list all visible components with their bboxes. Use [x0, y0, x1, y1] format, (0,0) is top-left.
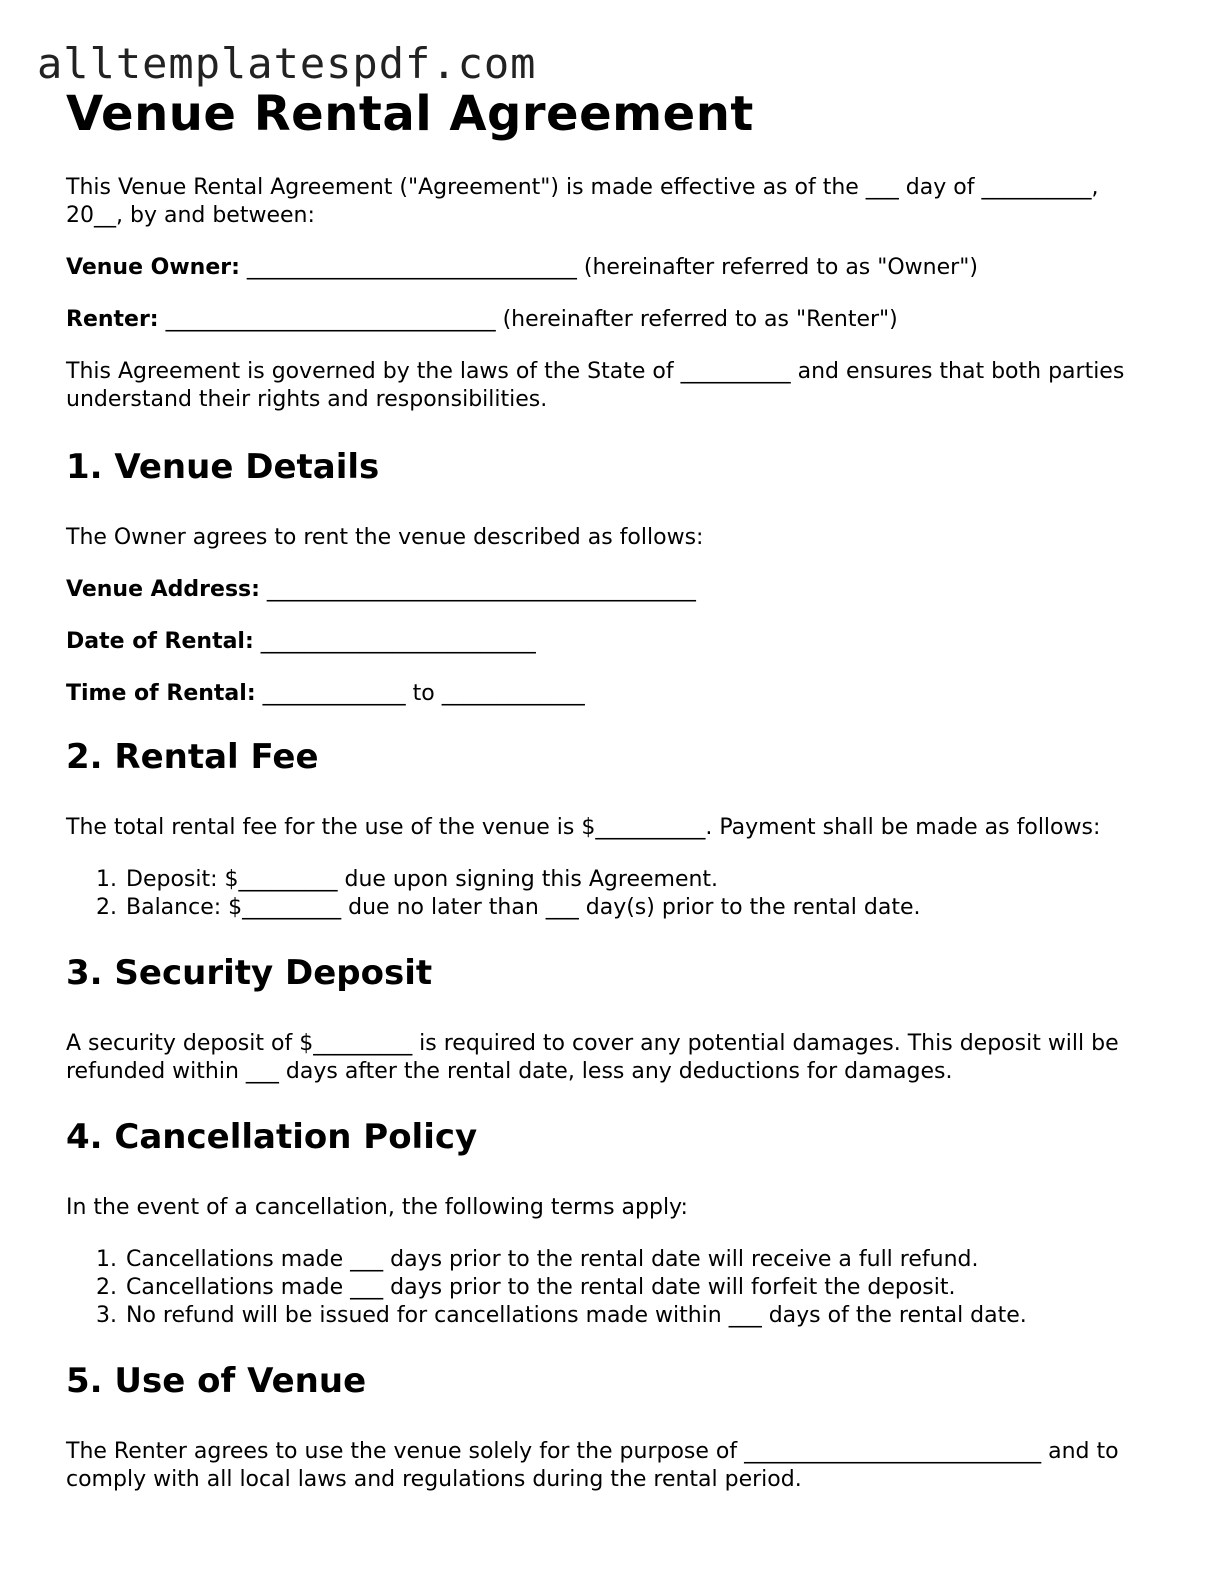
cancellation-list: [66, 1246, 1146, 1330]
venue-owner-blank: ______________________________ (hereinafter referred to as "Owner"): [239, 255, 978, 280]
document-title: Venue Rental Agreement: [66, 86, 754, 142]
payment-list: [66, 866, 1146, 922]
venue-address-label: Venue Address:: [66, 577, 260, 602]
document-page: [66, 84, 1146, 1494]
section-security-deposit-heading: 3. Security Deposit: [66, 953, 433, 993]
venue-owner-label: Venue Owner:: [66, 255, 240, 280]
use-of-venue-paragraph: The Renter agrees to use the venue solely for the purpose of ___________________________ and to comply with all local laws and regulations during the rental period.: [66, 1439, 1119, 1492]
rental-time-blank: _____________ to _____________: [255, 681, 585, 706]
section-rental-fee-heading: 2. Rental Fee: [66, 737, 319, 777]
venue-owner-line: [66, 254, 1146, 282]
venue-address-blank: _______________________________________: [259, 577, 696, 602]
governing-law-paragraph: This Agreement is governed by the laws of the State of __________ and ensures that both parties understand their rights and responsibilities.: [66, 359, 1125, 412]
list-item: 1. Cancellations made ___ days prior to the rental date will receive a full refund.: [124, 1246, 1146, 1274]
list-item: 2. Balance: $_________ due no later than ___ day(s) prior to the rental date.: [124, 894, 1146, 922]
intro-paragraph: This Venue Rental Agreement ("Agreement") is made effective as of the ___ day of __________, 20__, by and between:: [66, 175, 1099, 228]
section-venue-details-heading: 1. Venue Details: [66, 447, 380, 487]
rental-time-label: Time of Rental:: [66, 681, 256, 706]
section-cancellation-heading: 4. Cancellation Policy: [66, 1117, 478, 1157]
rental-fee-paragraph: The total rental fee for the use of the venue is $__________. Payment shall be made as follows:: [66, 815, 1101, 840]
section-use-of-venue-heading: 5. Use of Venue: [66, 1361, 367, 1401]
rental-date-label: Date of Rental:: [66, 629, 254, 654]
rental-date-blank: _________________________: [253, 629, 536, 654]
list-item: 3. No refund will be issued for cancellations made within ___ days of the rental date.: [124, 1302, 1146, 1330]
renter-label: Renter:: [66, 307, 159, 332]
security-deposit-paragraph: A security deposit of $_________ is required to cover any potential damages. This deposit will be refunded within ___ days after the rental date, less any deductions for damages.: [66, 1031, 1119, 1084]
list-item: 1. Deposit: $_________ due upon signing this Agreement.: [124, 866, 1146, 894]
renter-line: [66, 306, 1146, 334]
renter-blank: ______________________________ (hereinafter referred to as "Renter"): [158, 307, 898, 332]
rental-date-line: [66, 628, 1146, 656]
list-item: 2. Cancellations made ___ days prior to the rental date will forfeit the deposit.: [124, 1274, 1146, 1302]
venue-details-intro: The Owner agrees to rent the venue described as follows:: [66, 525, 704, 550]
rental-time-line: [66, 680, 1146, 708]
cancellation-intro: In the event of a cancellation, the following terms apply:: [66, 1195, 688, 1220]
venue-address-line: [66, 576, 1146, 604]
watermark: alltemplatespdf.com: [37, 39, 537, 88]
